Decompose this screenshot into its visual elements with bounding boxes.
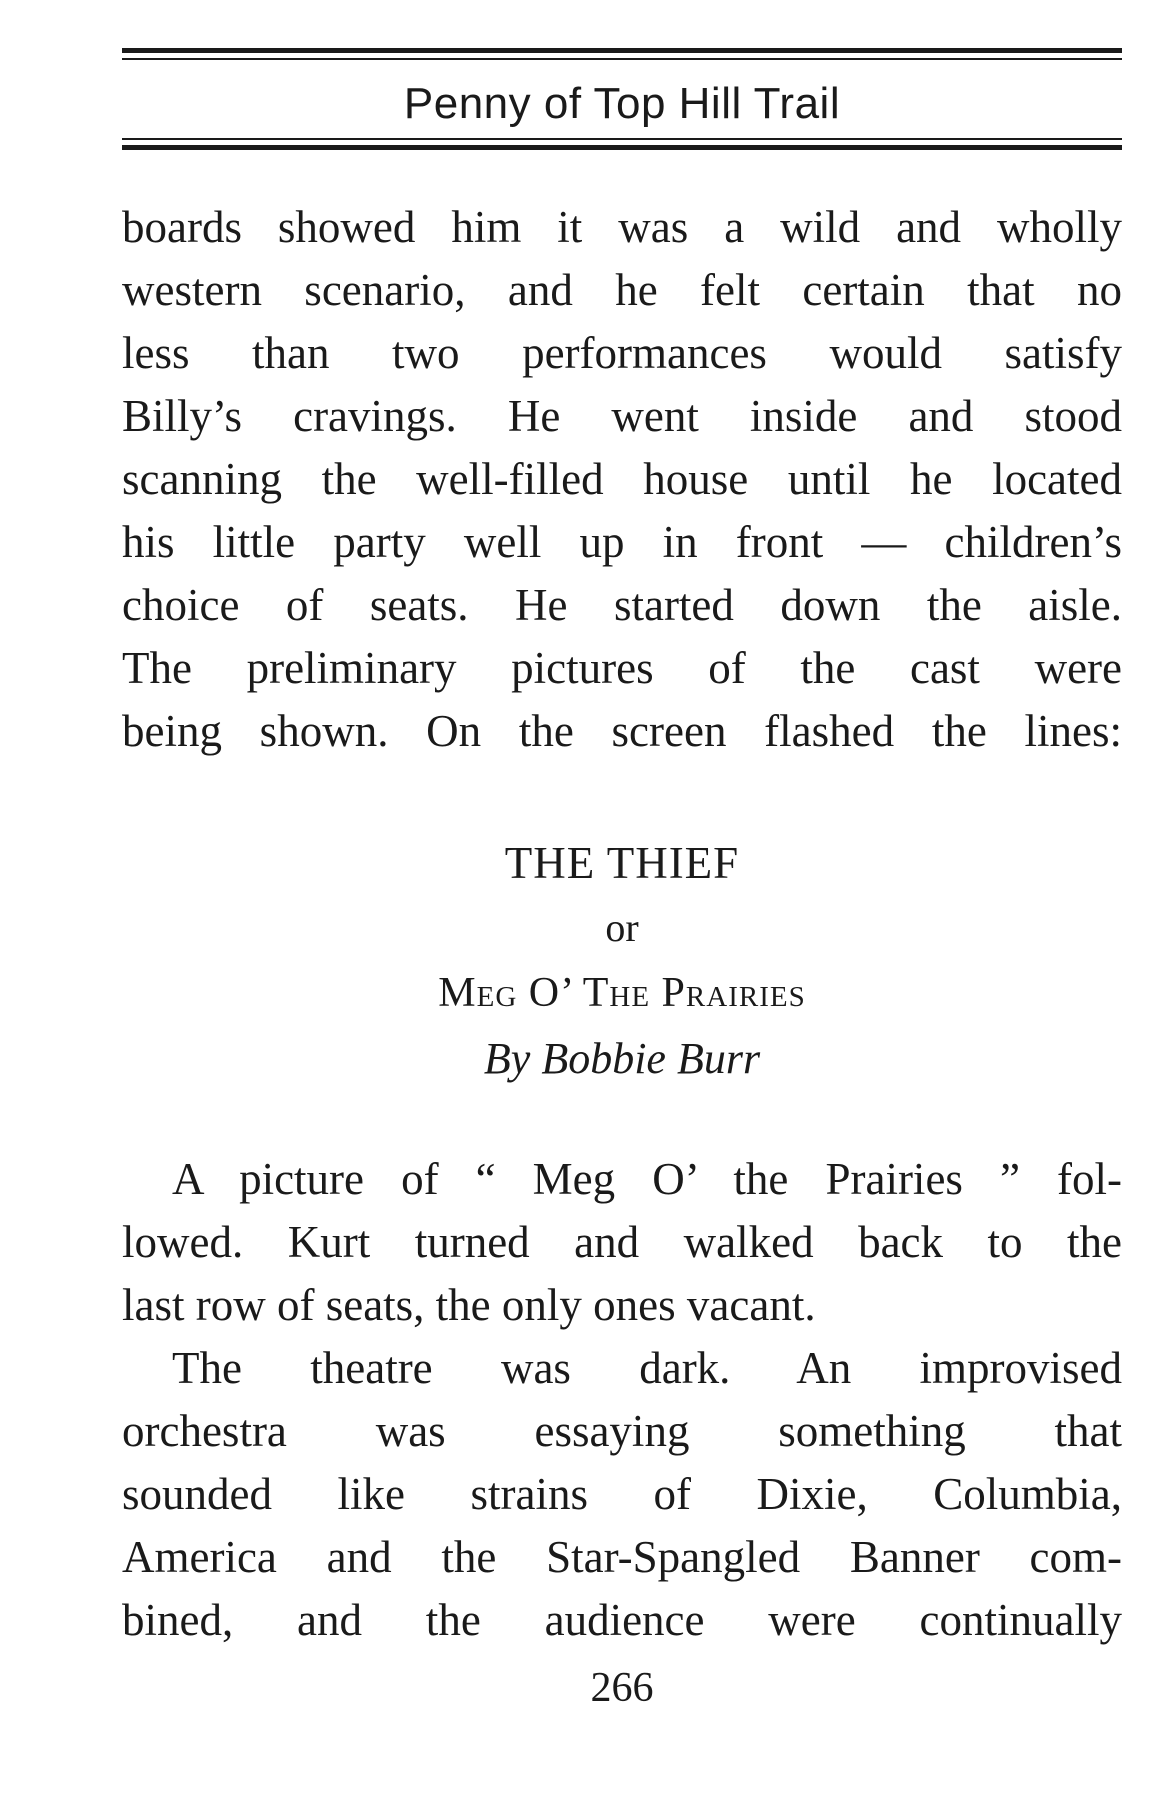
header-rule-top-thin bbox=[122, 58, 1122, 60]
text-line: choice of seats. He started down the aisle. bbox=[122, 580, 1122, 630]
text-line: western scenario, and he felt certain that no bbox=[122, 265, 1122, 315]
text-line: bined, and the audience were continually bbox=[122, 1595, 1122, 1645]
text-line: The preliminary pictures of the cast were bbox=[122, 643, 1122, 693]
running-title: Penny of Top Hill Trail bbox=[403, 79, 841, 128]
header-rule-top-thick bbox=[122, 48, 1122, 53]
text-line: America and the Star-Spangled Banner com- bbox=[122, 1532, 1122, 1582]
text-line: last row of seats, the only ones vacant. bbox=[122, 1280, 816, 1330]
header-rule-bottom-thin bbox=[122, 138, 1122, 140]
film-author: By Bobbie Burr bbox=[483, 1034, 761, 1083]
paragraph-1 bbox=[122, 196, 1122, 763]
text-line: scanning the well-filled house until he located bbox=[122, 454, 1122, 504]
text-line: A picture of “ Meg O’ the Prairies ” fol- bbox=[172, 1154, 1122, 1204]
text-line: boards showed him it was a wild and wholly bbox=[122, 202, 1122, 252]
paragraph-2 bbox=[122, 1148, 1122, 1337]
text-line: sounded like strains of Dixie, Columbia, bbox=[122, 1469, 1122, 1519]
film-title-block bbox=[122, 830, 1122, 1092]
paragraph-3 bbox=[122, 1337, 1122, 1652]
text-line: The theatre was dark. An improvised bbox=[172, 1343, 1122, 1393]
film-subtitle: Meg O’ The Prairies bbox=[438, 970, 806, 1016]
text-line: his little party well up in front — children’s bbox=[122, 517, 1122, 567]
text-line: less than two performances would satisfy bbox=[122, 328, 1122, 378]
page-number: 266 bbox=[590, 1665, 654, 1711]
header-rule-bottom-thick bbox=[122, 145, 1122, 150]
film-title-connector: or bbox=[605, 905, 639, 950]
text-line: Billy’s cravings. He went inside and stood bbox=[122, 391, 1122, 441]
text-line: lowed. Kurt turned and walked back to the bbox=[122, 1217, 1122, 1267]
text-line: being shown. On the screen flashed the lines: bbox=[122, 706, 1122, 756]
film-title: THE THIEF bbox=[504, 838, 740, 888]
text-line: orchestra was essaying something that bbox=[122, 1406, 1122, 1456]
